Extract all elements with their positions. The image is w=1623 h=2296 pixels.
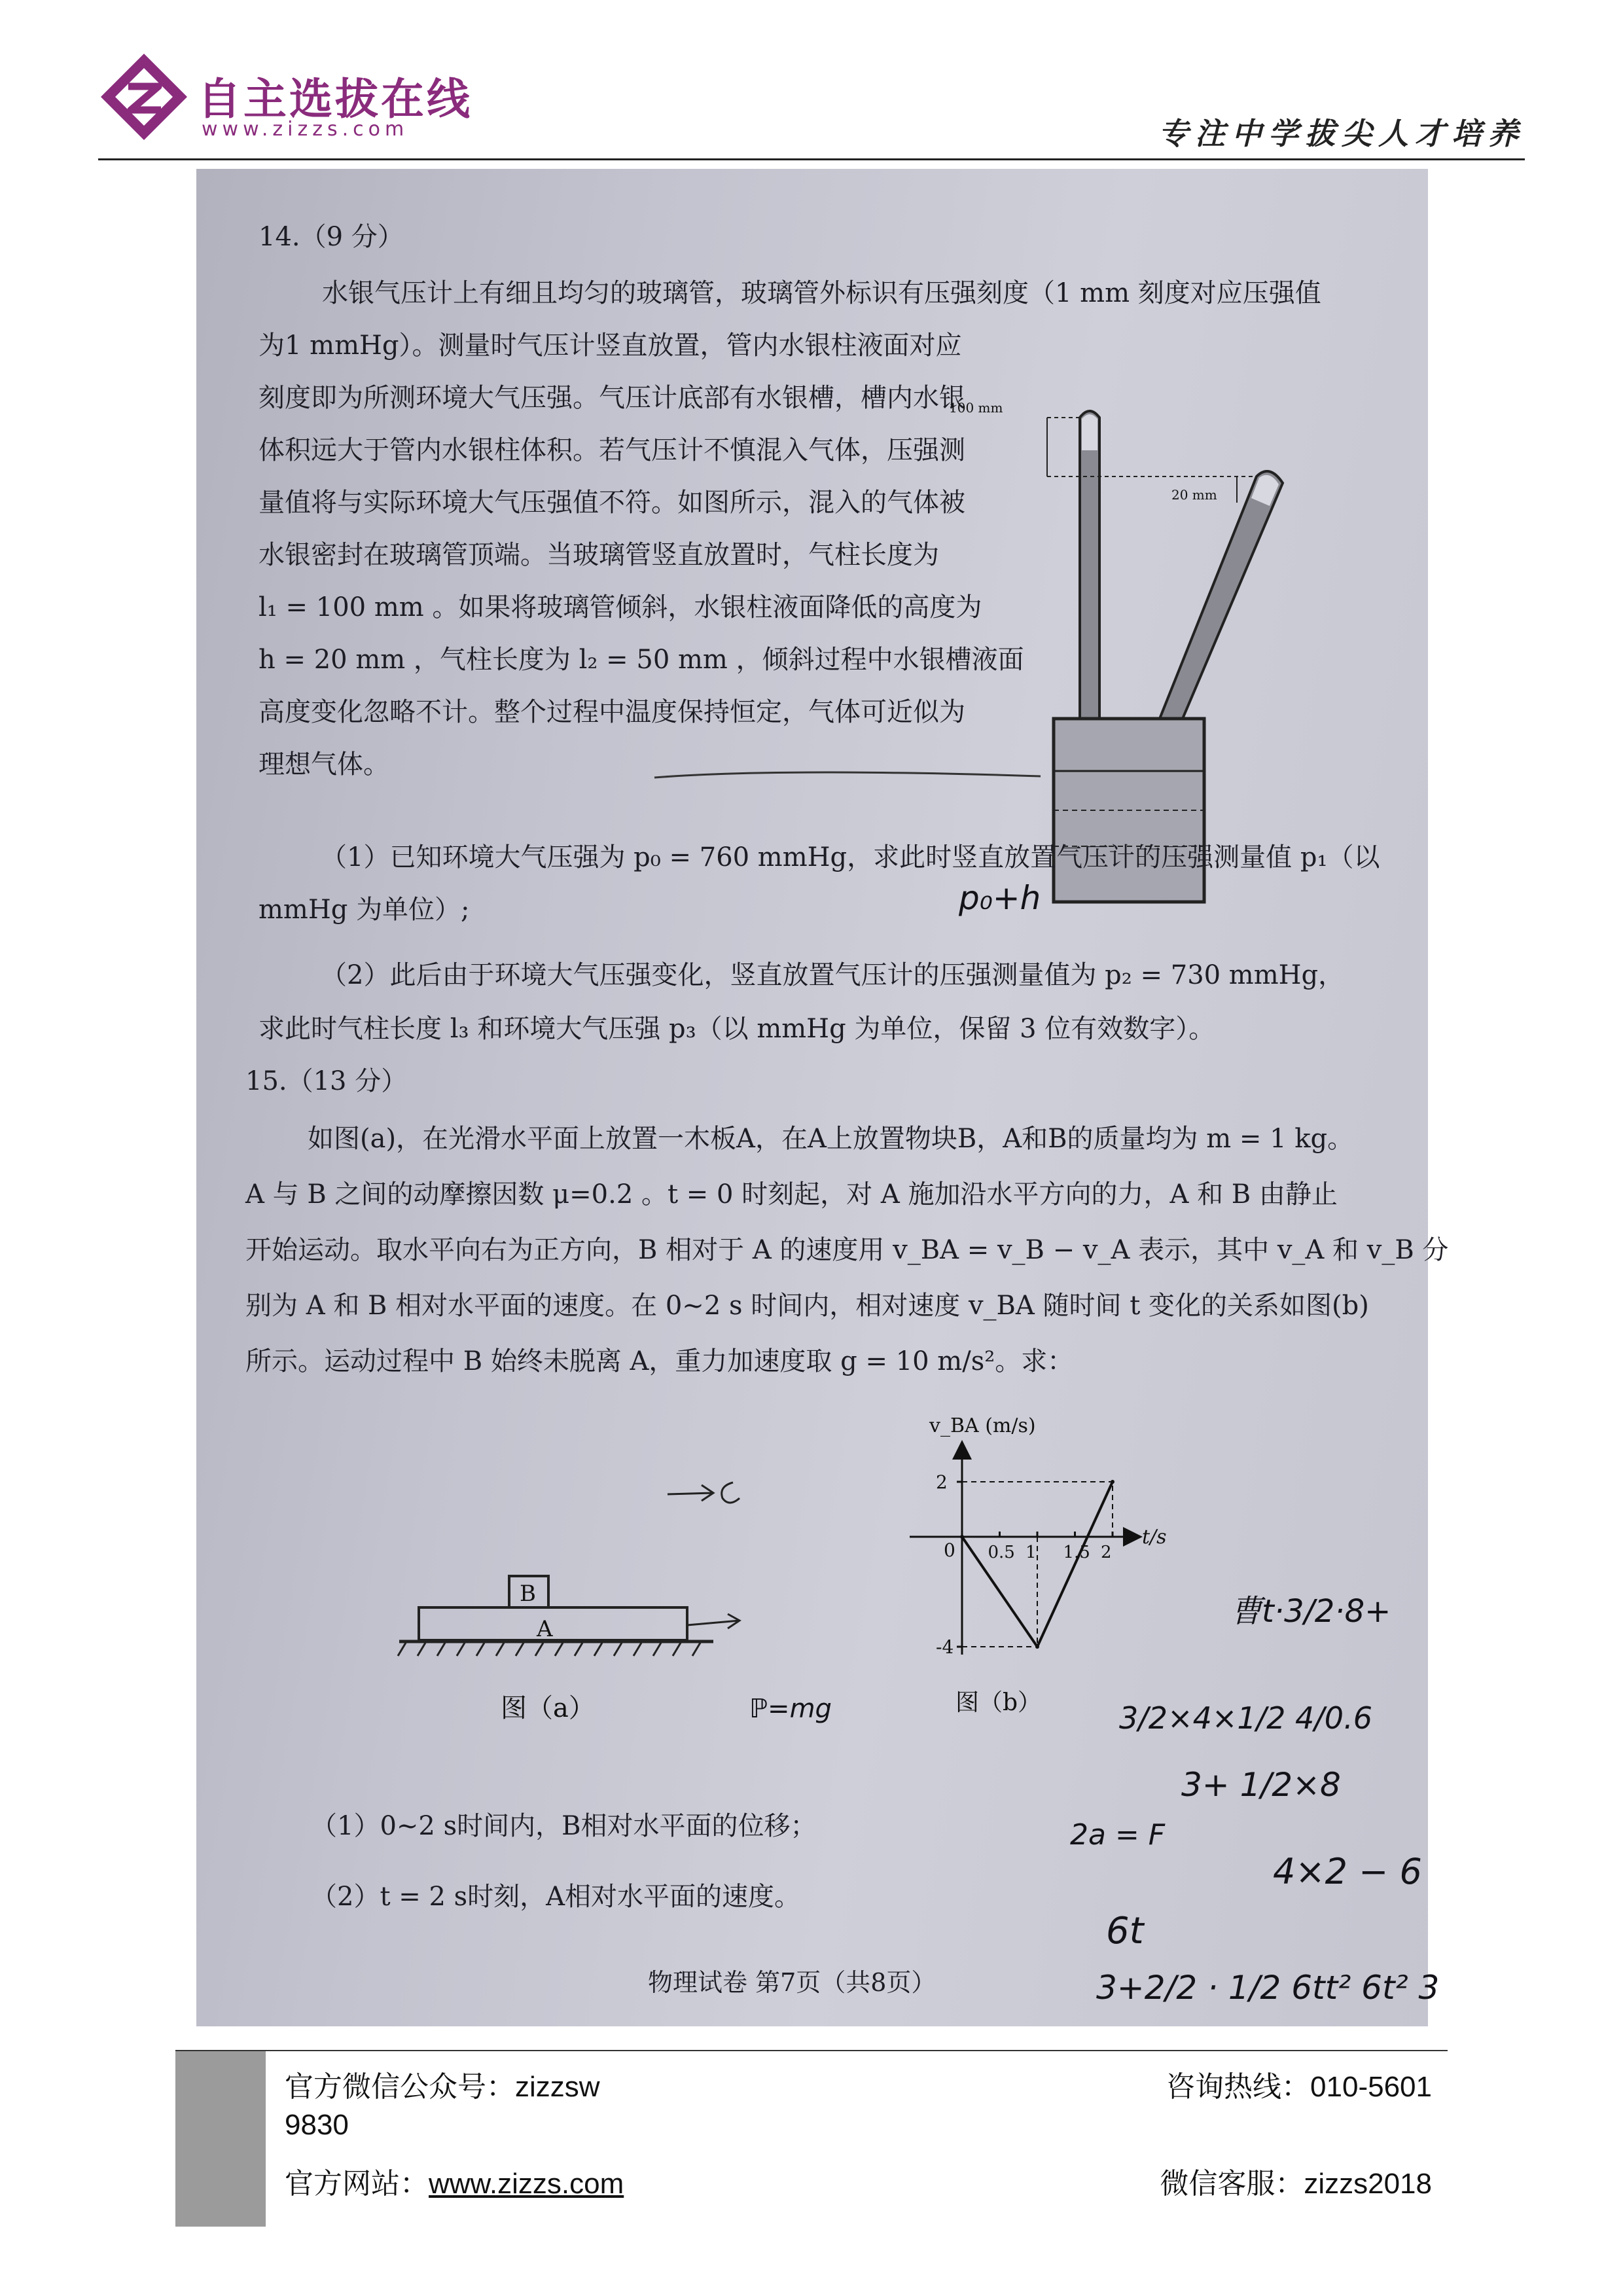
x-tick-label: 2 — [1101, 1543, 1112, 1562]
q14-line: 高度变化忽略不计。整个过程中温度保持恒定，气体可近似为 — [259, 697, 965, 727]
footer-website-link[interactable]: www.zizzs.com — [429, 2168, 624, 2200]
y-tick-label: 2 — [936, 1471, 948, 1493]
q14-sub2-line1: （2）此后由于环境大气压强变化，竖直放置气压计的压强测量值为 p₂ = 730 mmHg， — [321, 960, 1345, 990]
q15-line: 开始运动。取水平向右为正方向，B 相对于 A 的速度用 v_BA = v_B − v_A 表示，其中 v_A 和 v_B 分 — [245, 1235, 1449, 1265]
mercury-trough — [1054, 719, 1204, 902]
footer-wechat: 官方微信公众号：zizzsw — [285, 2071, 600, 2103]
data-point — [1035, 1645, 1039, 1649]
q14-sub1-line2: mmHg 为单位）; — [259, 895, 470, 925]
q15-line: A 与 B 之间的动摩擦因数 μ=0.2 。t = 0 时刻起，对 A 施加沿水平方向的力，A 和 B 由静止 — [245, 1179, 1338, 1210]
site-logo[interactable] — [98, 51, 473, 149]
figure-b-caption: 图（b） — [955, 1689, 1042, 1716]
x-tick-label: 1 — [1026, 1543, 1037, 1562]
label-20mm: 20 mm — [1171, 487, 1217, 503]
handwriting-note: 2a = F — [1070, 1818, 1166, 1852]
label-100mm: 100 mm — [949, 400, 1003, 416]
figure-b-guides — [962, 1482, 1113, 1647]
handwriting-note: 曹t·3/2·8+ — [1230, 1593, 1391, 1630]
footer-hotline: 咨询热线：010-5601 — [1166, 2071, 1432, 2103]
logo-text: 自主选拔在线 — [198, 73, 473, 124]
q14-line: 体积远大于管内水银柱体积。若气压计不慎混入气体，压强测 — [259, 435, 965, 465]
footer-accent-bar — [175, 2051, 266, 2227]
handwriting-note: 4×2 − 6 — [1273, 1851, 1422, 1892]
footer-wechat-cont: 9830 — [285, 2109, 349, 2141]
y-axis-label: v_BA (m/s) — [929, 1414, 1036, 1437]
handwriting-note: 3+2/2 · 1/2 6tt² 6t² 3 — [1096, 1969, 1440, 2007]
q14-line: h = 20 mm ，气柱长度为 l₂ = 50 mm ，倾斜过程中水银槽液面 — [259, 645, 1024, 675]
logo-url: www.zizzs.com — [202, 118, 409, 141]
q15-line: 如图(a)，在光滑水平面上放置一木板A，在A上放置物块B，A和B的质量均为 m = 1 kg。 — [308, 1124, 1354, 1154]
q14-line: 水银密封在玻璃管顶端。当玻璃管竖直放置时，气柱长度为 — [259, 540, 939, 570]
q14-line: 水银气压计上有细且均匀的玻璃管，玻璃管外标识有压强刻度（1 mm 刻度对应压强值 — [322, 278, 1321, 308]
data-point — [1111, 1480, 1115, 1484]
data-point — [960, 1535, 964, 1539]
q14-line: 刻度即为所测环境大气压强。气压计底部有水银槽，槽内水银 — [259, 383, 965, 413]
x-tick-label: 0.5 — [988, 1543, 1015, 1562]
handwriting-note: ℙ=mg — [749, 1694, 832, 1724]
q14-sub1-line1: （1）已知环境大气压强为 p₀ = 760 mmHg，求此时竖直放置气压计的压强测量值 p₁（以 — [321, 842, 1380, 872]
footer-divider — [175, 2050, 1448, 2051]
q14-line: l₁ = 100 mm 。如果将玻璃管倾斜，水银柱液面降低的高度为 — [259, 592, 982, 622]
q15-heading: 15.（13 分） — [245, 1066, 408, 1096]
logo-mark-icon — [98, 51, 190, 143]
q14-line: 为1 mmHg）。测量时气压计竖直放置，管内水银柱液面对应 — [259, 331, 962, 361]
figure-a — [386, 1563, 753, 1733]
ground-hatch — [398, 1643, 700, 1656]
header-slogan: 专注中学拔尖人才培养 — [1158, 116, 1525, 151]
figure-b-graph — [883, 1406, 1211, 1720]
y-tick-label: -4 — [936, 1636, 954, 1658]
header-divider — [98, 158, 1525, 160]
footer-website — [285, 2160, 624, 2202]
q15-sub2: （2）t = 2 s时刻，A相对水平面的速度。 — [311, 1882, 801, 1912]
x-axis-label: t/s — [1142, 1526, 1167, 1549]
x-tick-label: 1.5 — [1063, 1543, 1090, 1562]
footer-service: 微信客服：zizzs2018 — [1160, 2168, 1432, 2200]
q14-sub2-line2: 求此时气柱长度 l₃ 和环境大气压强 p₃（以 mmHg 为单位，保留 3 位有效数字）。 — [259, 1014, 1215, 1044]
scan-page-number: 物理试卷 第7页（共8页） — [648, 1968, 936, 1997]
handwriting-underline — [648, 764, 1054, 784]
q14-line: 理想气体。 — [259, 749, 389, 780]
handwriting-note: 6t — [1106, 1910, 1144, 1952]
board-a — [419, 1607, 687, 1640]
inclined-tube — [1152, 471, 1283, 745]
series-segment — [1037, 1482, 1113, 1647]
q14-line: 量值将与实际环境大气压强值不符。如图所示，混入的气体被 — [259, 488, 965, 518]
block-b-label: B — [520, 1581, 536, 1607]
q15-sub1: （1）0~2 s时间内，B相对水平面的位移； — [311, 1811, 817, 1841]
q15-line: 别为 A 和 B 相对水平面的速度。在 0~2 s 时间内，相对速度 v_BA 随时间 t 变化的关系如图(b) — [245, 1291, 1369, 1321]
q15-line: 所示。运动过程中 B 始终未脱离 A，重力加速度取 g = 10 m/s²。求： — [245, 1346, 1074, 1376]
handwriting-note: p₀+h — [959, 879, 1041, 917]
handwriting-note: 3/2×4×1/2 4/0.6 — [1119, 1700, 1372, 1736]
exam-page-photo — [196, 169, 1449, 2026]
handdrawn-arrow-mark — [661, 1468, 753, 1520]
q14-heading: 14.（9 分） — [259, 222, 404, 252]
figure-a-caption: 图（a） — [501, 1693, 595, 1723]
origin-label: 0 — [944, 1539, 955, 1561]
handwriting-note: 3+ 1/2×8 — [1181, 1766, 1341, 1804]
footer-website-label: 官方网站： — [285, 2168, 429, 2200]
handdrawn-force-arrow — [687, 1614, 740, 1628]
vertical-tube — [1080, 411, 1099, 745]
board-a-label: A — [537, 1616, 553, 1642]
